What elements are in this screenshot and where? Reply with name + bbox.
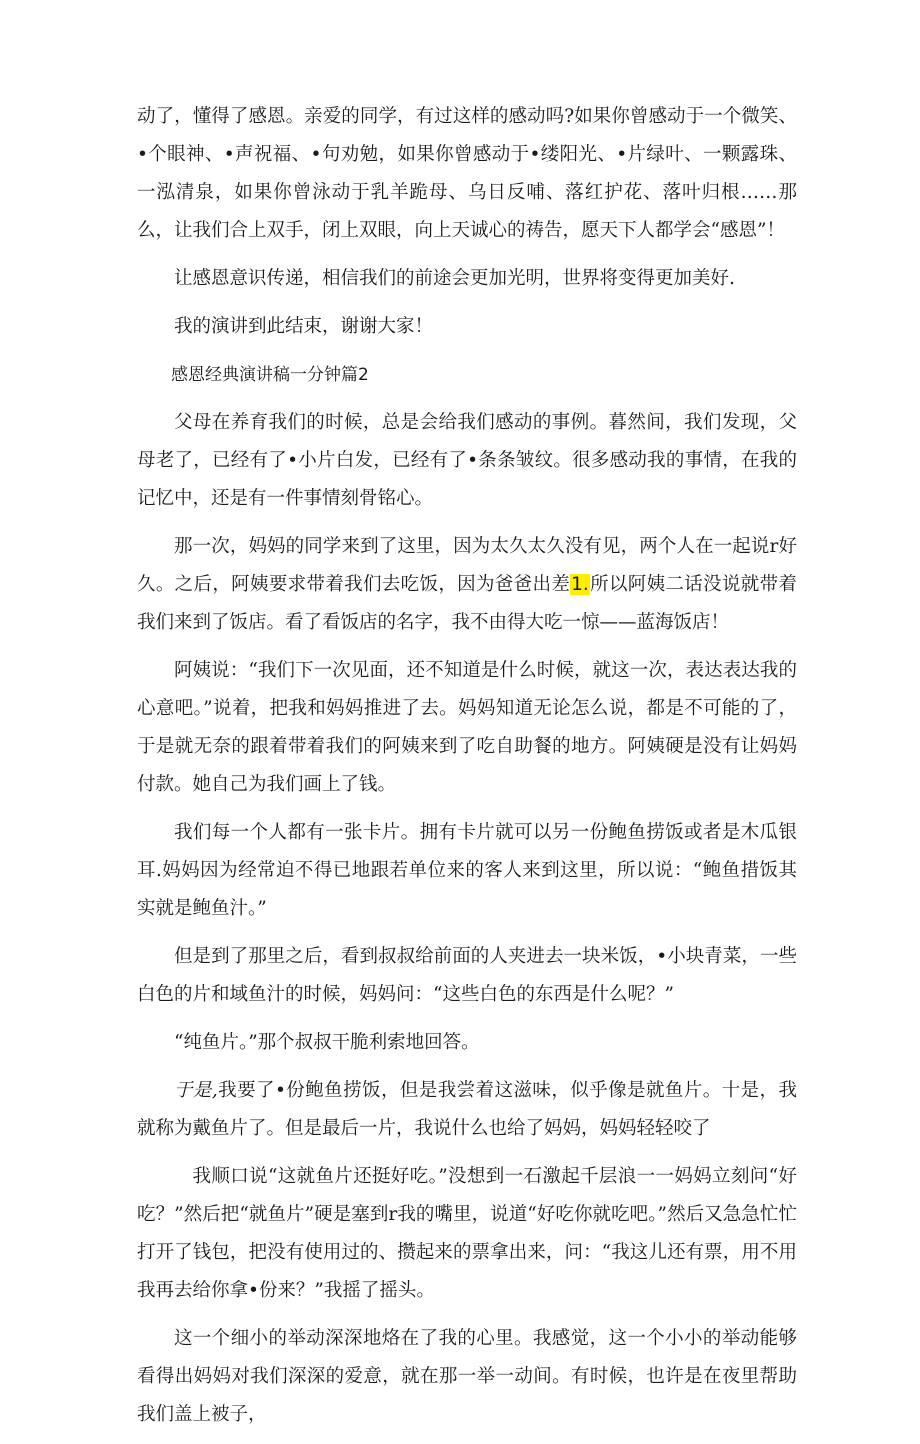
highlighted-text: 1. (571, 574, 589, 595)
paragraph-ordered (137, 1072, 797, 1148)
paragraph-gratitude-spread: 让感恩意识传递，相信我们的前途会更加光明，世界将变得更加美好. (174, 268, 735, 289)
paragraph-small-act: 这一个细小的举动深深地烙在了我的心里。我感觉，这一个小小的举动能够看得出妈妈对我们深深的爱意，就在那一举一动间。有时候，也许是在夜里帮助我们盖上被子， (137, 1328, 797, 1425)
paragraph-gratitude-intro: 动了，懂得了感恩。亲爱的同学，有过这样的感动吗?如果你曾感动于一个微笑、•个眼神、•声祝福、•句劝勉，如果你曾感动于•缕阳光、•片绿叶、一颗露珠、一泓清泉，如果你曾泳动于乳羊跪母、乌日反哺、落红护花、落叶归根……那么，让我们合上双手，闭上双眼，向上天诚心的祷告，愿天下人都学会“感恩”！ (137, 106, 797, 241)
paragraph-closing: 我的演讲到此结束，谢谢大家！ (174, 316, 434, 337)
paragraph-parents: 父母在养育我们的时候，总是会给我们感动的事例。暮然间，我们发现，父母老了，已经有了•小片白发，已经有了•条条皱纹。很多感动我的事情，在我的记忆中，还是有一件事情刻骨铭心。 (137, 412, 797, 509)
paragraph-aunt-speech: 阿姨说：“我们下一次见面，还不知道是什么时候，就这一次，表达表达我的心意吧。”说着，把我和妈妈推进了去。妈妈知道无论怎么说，都是不可能的了，于是就无奈的跟着带着我们的阿姨来到了吃自助餐的地方。阿姨硬是没有让妈妈付款。她自己为我们画上了钱。 (137, 660, 797, 795)
paragraph-text-after: 所以阿姨二话没说就带着我们来到了饭店。看了看饭店的名字，我不由得大吃一惊——蓝海饭店！ (137, 574, 797, 633)
paragraph-reply: “纯鱼片。”那个叔叔干脆利索地回答。 (174, 1032, 480, 1053)
paragraph-tasty: 我顺口说“这就鱼片还挺好吃。”没想到一石激起千层浪一一妈妈立刻问“好吃？”然后把“就鱼片”硬是塞到r我的嘴里，说道“好吃你就吃吧。”然后又急急忙忙打开了钱包，把没有使用过的、攒起来的票拿出来，问：“我这儿还有票，用不用我再去给你拿•份来？”我摇了摇头。 (137, 1166, 797, 1301)
paragraph-text-before: 那一次，妈妈的同学来到了这里，因为太久太久没有见，两个人在一起说r好久。之后，阿姨要求带着我们去吃饭，因为爸爸出差 (137, 536, 797, 595)
document-body (137, 98, 797, 1444)
paragraph-text-rest: 我要了•份鲍鱼捞饭，但是我尝着这滋味，似乎像是就鱼片。十是，我就称为戴鱼片了。但是最后一片，我说什么也给了妈妈，妈妈轻轻咬了 (137, 1080, 797, 1139)
paragraph-card: 我们每一个人都有一张卡片。拥有卡片就可以另一份鲍鱼捞饭或者是木瓜银耳.妈妈因为经常迫不得已地跟若单位来的客人来到这里，所以说：“鲍鱼措饭其实就是鲍鱼汁。” (137, 822, 797, 919)
section-heading: 感恩经典演讲稿一分钟篇2 (171, 365, 369, 385)
paragraph-serving: 但是到了那里之后，看到叔叔给前面的人夹进去一块米饭，•小块青菜，一些白色的片和域鱼汁的时候，妈妈问：“这些白色的东西是什么呢？” (137, 946, 797, 1005)
italic-text: 于是, (174, 1080, 218, 1101)
paragraph-restaurant-visit (137, 528, 797, 642)
